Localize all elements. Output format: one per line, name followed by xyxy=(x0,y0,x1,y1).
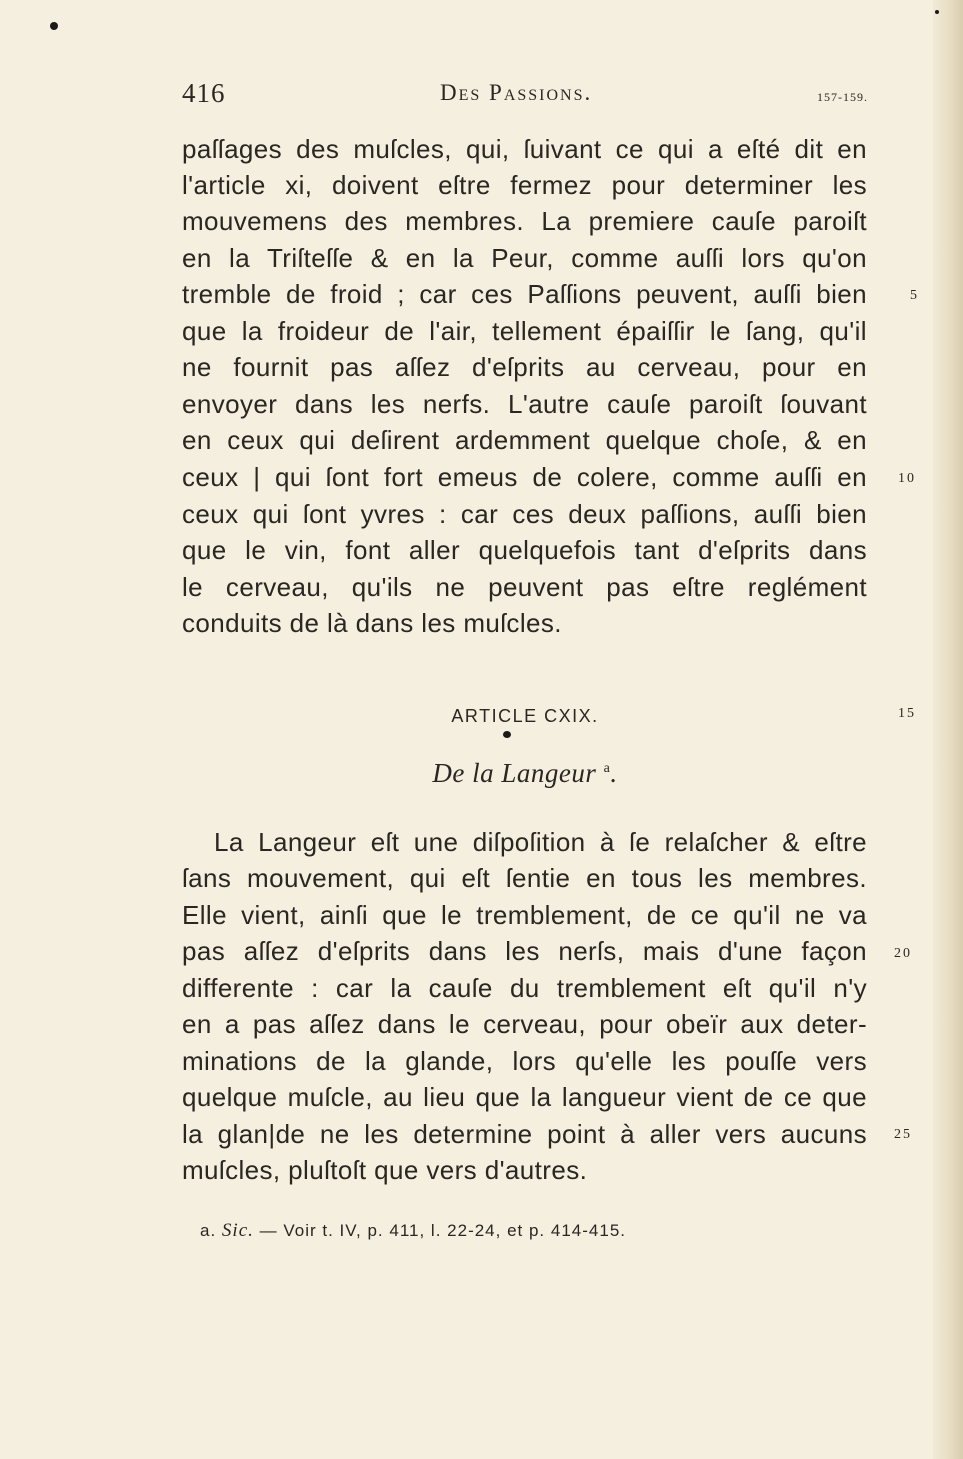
text-line: la glan|de ne les determine point à aller vers aucuns xyxy=(182,1119,867,1149)
article-subtitle-text: De la Langeur xyxy=(432,758,597,788)
article-subtitle xyxy=(182,758,868,789)
ink-spot xyxy=(50,22,58,30)
text-line: que la froideur de l'air, tellement épaiſſir le ſang, qu'il xyxy=(182,316,867,346)
text-line: ceux | qui ſont fort emeus de colere, comme auſſi en xyxy=(182,462,867,492)
text-line: paſſages des muſcles, qui, ſuivant ce qui a eſté dit en xyxy=(182,134,867,164)
line-number: 20 xyxy=(894,946,912,961)
page-edge-shadow xyxy=(933,0,963,1459)
text-line: en a pas aſſez dans le cerveau, pour obeïr aux deter- xyxy=(182,1009,867,1039)
line-number: 10 xyxy=(898,471,916,486)
line-number: 15 xyxy=(898,706,916,721)
footnote-marker: a xyxy=(603,761,611,776)
article-subtitle-period: . xyxy=(610,758,618,788)
footnote-sic: Sic. xyxy=(221,1220,254,1241)
footnote-label: a. xyxy=(200,1221,217,1240)
text-line: muſcles, pluſtoſt que vers d'autres. xyxy=(182,1155,588,1185)
text-line: ſans mouvement, qui eſt ſentie en tous les membres. xyxy=(182,863,867,893)
line-number: 5 xyxy=(910,288,919,303)
page-reference: 157-159. xyxy=(817,90,868,104)
text-line: l'article xi, doivent eſtre fermez pour determiner les xyxy=(182,170,867,200)
ink-spot xyxy=(503,731,511,738)
text-line: La Langeur eſt une diſpoſition à ſe relaſcher & eſtre xyxy=(214,827,867,857)
text-line: minations de la glande, lors qu'elle les pouſſe vers xyxy=(182,1046,867,1076)
text-line: differente : car la cauſe du tremblement eſt qu'il n'y xyxy=(182,973,867,1003)
text-line: envoyer dans les nerfs. L'autre cauſe paroiſt ſouvant xyxy=(182,389,867,419)
text-line: que le vin, font aller quelquefois tant d'eſprits dans xyxy=(182,535,867,565)
text-line: ceux qui ſont yvres : car ces deux paſſions, auſſi bien xyxy=(182,499,867,529)
article-heading: ARTICLE CXIX. xyxy=(451,706,599,726)
ink-spot xyxy=(935,10,939,14)
footnote xyxy=(200,1220,860,1242)
line-number: 25 xyxy=(894,1127,912,1142)
footnote-text: — Voir t. IV, p. 411, l. 22-24, et p. 414-415. xyxy=(259,1221,626,1240)
running-title: Des Passions. xyxy=(440,80,593,105)
text-line: le cerveau, qu'ils ne peuvent pas eſtre reglément xyxy=(182,572,867,602)
text-line: en la Triſteſſe & en la Peur, comme auſſi lors qu'on xyxy=(182,243,867,273)
running-head xyxy=(182,78,868,114)
text-line: ne fournit pas aſſez d'eſprits au cerveau, pour en xyxy=(182,352,867,382)
text-line: en ceux qui deſirent ardemment quelque choſe, & en xyxy=(182,425,867,455)
page-number: 416 xyxy=(182,78,226,108)
text-line: pas aſſez d'eſprits dans les nerſs, mais d'une façon xyxy=(182,936,867,966)
text-line: conduits de là dans les muſcles. xyxy=(182,608,562,638)
text-line: Elle vient, ainſi que le tremblement, de ce qu'il ne va xyxy=(182,900,867,930)
text-line: tremble de froid ; car ces Paſſions peuvent, auſſi bien xyxy=(182,279,867,309)
text-line: quelque muſcle, au lieu que la langueur vient de ce que xyxy=(182,1082,867,1112)
text-line: mouvemens des membres. La premiere cauſe paroiſt xyxy=(182,206,867,236)
